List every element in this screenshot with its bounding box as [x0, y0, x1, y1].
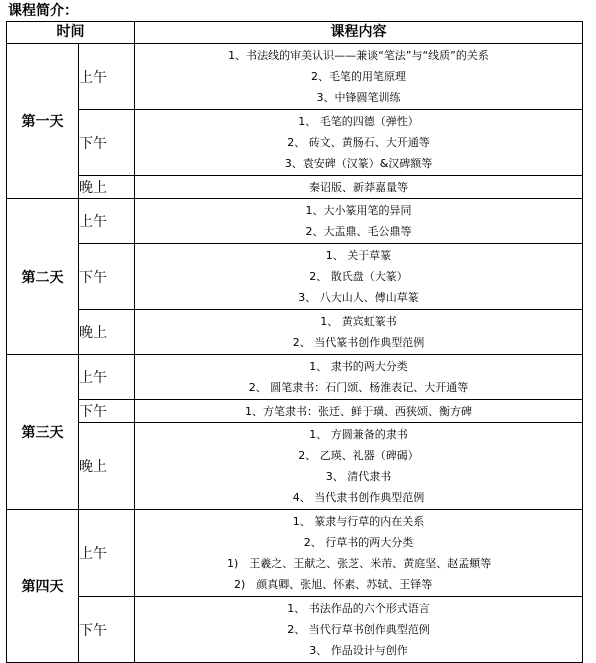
content-line: 2、 散氏盘（大篆） [309, 270, 408, 283]
day-label: 第一天 [7, 44, 79, 199]
content-line: 2、毛笔的用笔原理 [311, 70, 406, 83]
period-label: 晚上 [79, 423, 135, 510]
table-row [7, 176, 583, 199]
period-label: 上午 [79, 355, 135, 400]
content-cell [135, 423, 583, 510]
period-label: 上午 [79, 199, 135, 244]
period-label: 下午 [79, 110, 135, 176]
content-line: 1、 毛笔的四德（弹性） [298, 115, 419, 128]
content-line: 3、 清代隶书 [325, 470, 392, 483]
period-label: 上午 [79, 510, 135, 597]
table-row [7, 110, 583, 176]
content-line: 3、袁安碑（汉篆）&汉碑额等 [284, 157, 433, 170]
table-row [7, 423, 583, 510]
content-line: 1、书法线的审美认识——兼谈“笔法”与“线质”的关系 [228, 49, 489, 62]
content-cell [135, 244, 583, 310]
content-line: 1、 黄宾虹篆书 [320, 315, 397, 328]
content-line: 2、 当代行草书创作典型范例 [287, 623, 430, 636]
table-row [7, 597, 583, 663]
content-cell [135, 355, 583, 400]
table-row [7, 400, 583, 423]
content-line: 2、 圆笔隶书：石门颂、杨淮表记、大开通等 [248, 381, 469, 394]
content-line: 2、大盂鼎、毛公鼎等 [305, 225, 412, 238]
period-label: 下午 [79, 400, 135, 423]
content-cell [135, 597, 583, 663]
content-line: 4、 当代隶书创作典型范例 [292, 491, 425, 504]
table-row [7, 244, 583, 310]
content-cell [135, 110, 583, 176]
content-line: 1、 隶书的两大分类 [309, 360, 408, 373]
content-line: 2、 当代篆书创作典型范例 [292, 336, 425, 349]
content-cell [135, 199, 583, 244]
day-label: 第四天 [7, 510, 79, 663]
page-title: 课程简介： [8, 3, 78, 19]
content-cell [135, 400, 583, 423]
header-time: 时间 [7, 22, 135, 44]
content-line: 1、 书法作品的六个形式语言 [287, 602, 430, 615]
course-schedule-table [6, 21, 583, 663]
content-cell [135, 44, 583, 110]
content-line: 2、 砖文、黄肠石、大开通等 [287, 136, 430, 149]
content-cell [135, 510, 583, 597]
content-line: 2、 乙瑛、礼器（碑碣） [298, 449, 419, 462]
content-line: 1、 篆隶与行草的内在关系 [292, 515, 425, 528]
content-cell [135, 176, 583, 199]
content-line: 1、 方圆兼备的隶书 [309, 428, 408, 441]
day-label: 第三天 [7, 355, 79, 510]
table-row [7, 310, 583, 355]
content-cell [135, 310, 583, 355]
day-label: 第二天 [7, 199, 79, 355]
period-label: 下午 [79, 597, 135, 663]
period-label: 下午 [79, 244, 135, 310]
table-row [7, 44, 583, 110]
content-line: 3、中锋圆笔训练 [316, 91, 401, 104]
content-line: 1、方笔隶书：张迁、鲜于璜、西狭颂、衡方碑 [245, 404, 472, 418]
period-label: 晚上 [79, 310, 135, 355]
content-line: 3、 八大山人、傅山草篆 [298, 291, 419, 304]
content-line: 2) 颜真卿、张旭、怀素、苏轼、王铎等 [234, 578, 433, 591]
content-line: 1) 王羲之、王献之、张芝、米芾、黄庭坚、赵孟頫等 [227, 557, 492, 570]
content-line: 3、 作品设计与创作 [309, 644, 408, 657]
header-content: 课程内容 [135, 22, 583, 44]
table-row [7, 510, 583, 597]
content-line: 秦诏版、新莽嘉量等 [309, 180, 408, 194]
table-row [7, 355, 583, 400]
content-line: 2、 行草书的两大分类 [303, 536, 414, 549]
period-label: 上午 [79, 44, 135, 110]
content-line: 1、大小篆用笔的异同 [305, 204, 412, 217]
content-line: 1、 关于草篆 [325, 249, 392, 262]
table-header-row [7, 22, 583, 44]
table-row [7, 199, 583, 244]
period-label: 晚上 [79, 176, 135, 199]
